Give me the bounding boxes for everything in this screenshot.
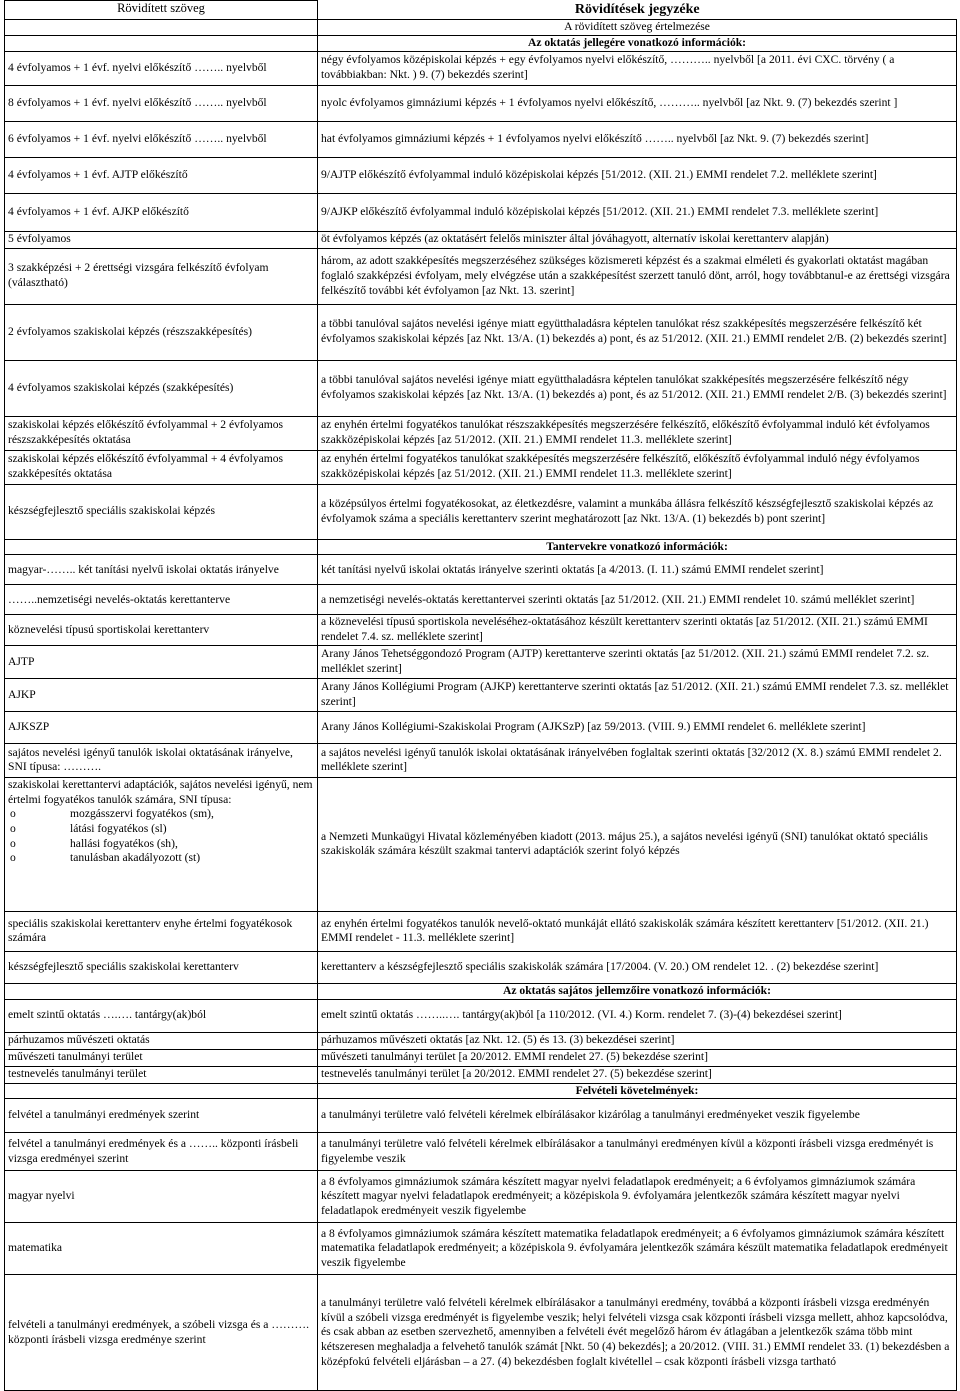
definition-cell: 9/AJKP előkészítő évfolyammal induló középiskolai képzés [51/2012. (XII. 21.) EMMI rendelet 7.3. melléklete szerint] bbox=[318, 193, 957, 231]
table-row bbox=[5, 678, 957, 711]
table-row bbox=[5, 360, 957, 416]
bullet-icon: o bbox=[10, 851, 16, 865]
definition-cell: emelt szintű oktatás ……..…. tantárgy(ak)ból [a 110/2012. (VI. 4.) Korm. rendelet 7. (3)-(4) bekezdései szerint] bbox=[318, 999, 957, 1032]
abbreviation-cell: sajátos nevelési igényű tanulók iskolai oktatásának irányelve, SNI típusa: ………. bbox=[5, 743, 318, 777]
definition-cell: négy évfolyamos középiskolai képzés + egy évfolyamos nyelvi előkészítő, ……….. nyelvből [a 2011. évi CXC. törvény ( a továbbiakban: Nkt. ) 9. (7) bekezdés szerint] bbox=[318, 51, 957, 85]
sni-type-label: látási fogyatékos (sl) bbox=[70, 822, 167, 836]
abbreviation-cell: AJKP bbox=[5, 678, 318, 711]
table-row bbox=[5, 1049, 957, 1066]
abbreviation-cell: művészeti tanulmányi terület bbox=[5, 1049, 318, 1066]
table-row bbox=[5, 51, 957, 85]
definition-cell: a nemzetiségi nevelés-oktatás kerettantervei szerinti oktatás [az 51/2012. (XII. 21.) EMMI rendelet 10. számú melléklet szerint] bbox=[318, 585, 957, 615]
definition-cell: a többi tanulóval sajátos nevelési igénye miatt együtthaladásra képtelen tanulókat szakképesítés megszerzésére felkészítő négy évfolyamos szakiskolai képzés [az Nkt. 13/A. (1) bekezdés a) pont, és az 51/2012. (XII. 21.) EMMI rendelet 2/B. (3) bekezdés szerint] bbox=[318, 360, 957, 416]
table-row bbox=[5, 645, 957, 678]
abbreviation-cell: szakiskolai képzés előkészítő évfolyammal + 4 évfolyamos szakképesítés oktatása bbox=[5, 450, 318, 484]
definition-cell: a köznevelési típusú sportiskola neveléséhez-oktatásához készült kerettanterv szerinti oktatás [az 51/2012. (XII. 21.) számú EMMI rendelet 7.4. sz. melléklete szerint] bbox=[318, 615, 957, 645]
definition-cell: nyolc évfolyamos gimnáziumi képzés + 1 évfolyamos nyelvi előkészítő, ……….. nyelvből [az Nkt. 9. (7) bekezdés szerint ] bbox=[318, 85, 957, 121]
bullet-icon: o bbox=[10, 822, 16, 836]
definition-cell: a tanulmányi területre való felvételi kérelmek elbírálásakor a tanulmányi eredményen kívül a központi írásbeli vizsga eredményét is figyelembe veszik bbox=[318, 1133, 957, 1171]
definition-cell: művészeti tanulmányi terület [a 20/2012. EMMI rendelet 27. (5) bekezdése szerint] bbox=[318, 1049, 957, 1066]
definition-cell: a többi tanulóval sajátos nevelési igénye miatt együtthaladásra képtelen tanulókat rész szakképesítés megszerzésére felkészítő két évfolyamos szakiskolai képzés [az Nkt. 13/A. (1) bekezdés a) pont, és az 51/2012. (XII. 21.) EMMI rendelet 2/B. (2) bekezdés szerint] bbox=[318, 304, 957, 360]
abbreviation-cell: ……..nemzetiségi nevelés-oktatás kerettanterve bbox=[5, 585, 318, 615]
abbreviation-cell: emelt szintű oktatás ….…. tantárgy(ak)ból bbox=[5, 999, 318, 1032]
abbreviation-cell: felvétel a tanulmányi eredmények és a …….. központi írásbeli vizsga eredményei szerint bbox=[5, 1133, 318, 1171]
table-row bbox=[5, 999, 957, 1032]
sni-type-item bbox=[8, 807, 314, 822]
abbreviation-cell: 4 évfolyamos + 1 évf. AJKP előkészítő bbox=[5, 193, 318, 231]
abbreviation-cell: matematika bbox=[5, 1223, 318, 1275]
abbreviation-cell: 8 évfolyamos + 1 évf. nyelvi előkészítő …….. nyelvből bbox=[5, 85, 318, 121]
sni-type-item bbox=[8, 837, 314, 852]
table-row bbox=[5, 1223, 957, 1275]
sni-type-label: mozgásszervi fogyatékos (sm), bbox=[70, 807, 214, 821]
definition-cell: három, az adott szakképesítés megszerzéséhez szükséges közismereti képzést és a szakmai elméleti és gyakorlati oktatást magában foglaló szakképzési évfolyam, mely elvégzése után a szakképesítést szerzett tanuló dönt, arról, hogy továbbtanul-e az érettségi vizsgára felkészítő további két évfolyamon [az Nkt. 13. szerint] bbox=[318, 248, 957, 304]
table-row bbox=[5, 951, 957, 983]
abbreviation-cell: testnevelés tanulmányi terület bbox=[5, 1066, 318, 1083]
table-row bbox=[5, 555, 957, 585]
sni-type-list bbox=[8, 807, 314, 866]
table-row bbox=[5, 743, 957, 777]
abbreviation-cell: párhuzamos művészeti oktatás bbox=[5, 1032, 318, 1049]
table-row bbox=[5, 777, 957, 911]
definition-cell: testnevelés tanulmányi terület [a 20/2012. EMMI rendelet 27. (5) bekezdése szerint] bbox=[318, 1066, 957, 1083]
table-row bbox=[5, 1066, 957, 1083]
abbreviation-cell: 5 évfolyamos bbox=[5, 231, 318, 248]
header-left: Rövidített szöveg bbox=[5, 1, 318, 20]
definition-cell: öt évfolyamos képzés (az oktatásért felelős miniszter által jóváhagyott, alternatív iskolai kerettanterv alapján) bbox=[318, 231, 957, 248]
table-row bbox=[5, 193, 957, 231]
table-row bbox=[5, 615, 957, 645]
table-row bbox=[5, 1099, 957, 1133]
table-row bbox=[5, 1032, 957, 1049]
definition-cell: hat évfolyamos gimnáziumi képzés + 1 évfolyamos nyelvi előkészítő …….. nyelvből [az Nkt. 9. (7) bekezdés szerint] bbox=[318, 121, 957, 157]
definition-cell: az enyhén értelmi fogyatékos tanulókat részszakképesítés megszerzésére felkészítő, előkészítő évfolyammal induló két évfolyamos szakközépiskolai képzés [az 51/2012. (XII. 21.) EMMI rendelet 11.3. melléklete szerint] bbox=[318, 416, 957, 450]
abbreviation-cell: felvételi a tanulmányi eredmények, a szóbeli vizsga és a ………. központi írásbeli vizsga eredménye szerint bbox=[5, 1275, 318, 1391]
definition-cell: a 8 évfolyamos gimnáziumok számára készített magyar nyelvi feladatlapok eredményeit; a 6 évfolyamos gimnáziumok számára készített magyar nyelvi feladatlapok eredményeit; a középiskola 9. évfolyamára jelentkezők számára készített magyar nyelvi feladatlapok eredményeit veszik figyelembe bbox=[318, 1171, 957, 1223]
table-row bbox=[5, 1275, 957, 1391]
bullet-icon: o bbox=[10, 836, 16, 850]
table-row bbox=[5, 711, 957, 743]
section-title-curriculum: Tantervekre vonatkozó információk: bbox=[318, 539, 957, 555]
sni-type-label: hallási fogyatékos (sh), bbox=[70, 836, 178, 850]
sni-type-label: tanulásban akadályozott (st) bbox=[70, 851, 201, 865]
definition-cell: 9/AJTP előkészítő évfolyammal induló középiskolai képzés [51/2012. (XII. 21.) EMMI rendelet 7.2. melléklete szerint] bbox=[318, 157, 957, 193]
table-row bbox=[5, 1171, 957, 1223]
table-row bbox=[5, 585, 957, 615]
abbreviation-cell: 4 évfolyamos szakiskolai képzés (szakképesítés) bbox=[5, 360, 318, 416]
table-row bbox=[5, 157, 957, 193]
abbreviation-cell: AJKSZP bbox=[5, 711, 318, 743]
abbreviation-cell: köznevelési típusú sportiskolai kerettanterv bbox=[5, 615, 318, 645]
header-right: A rövidített szöveg értelmezése bbox=[318, 20, 957, 36]
page-title: Rövidítések jegyzéke bbox=[318, 1, 957, 20]
definition-cell: két tanítási nyelvű iskolai oktatás irányelve szerinti oktatás [a 4/2013. (I. 11.) számú EMMI rendelet szerint] bbox=[318, 555, 957, 585]
table-row bbox=[5, 416, 957, 450]
definition-cell: a sajátos nevelési igényű tanulók iskolai oktatásának irányelvében foglaltak szerinti oktatás [32/2012 (X. 8.) számú EMMI rendelet 2. melléklete szerint] bbox=[318, 743, 957, 777]
table-row bbox=[5, 304, 957, 360]
table-row bbox=[5, 231, 957, 248]
abbreviation-cell: magyar nyelvi bbox=[5, 1171, 318, 1223]
abbreviation-cell: 2 évfolyamos szakiskolai képzés (részszakképesítés) bbox=[5, 304, 318, 360]
definition-cell: párhuzamos művészeti oktatás [az Nkt. 12. (5) és 13. (3) bekezdései szerint] bbox=[318, 1032, 957, 1049]
abbreviation-document bbox=[4, 0, 956, 1391]
abbreviation-cell: AJTP bbox=[5, 645, 318, 678]
sni-type-item bbox=[8, 822, 314, 837]
sni-intro: szakiskolai kerettantervi adaptációk, sajátos nevelési igényű, nem értelmi fogyatékos tanulók számára, SNI típusa: bbox=[8, 777, 313, 806]
abbreviation-cell: 4 évfolyamos + 1 évf. AJTP előkészítő bbox=[5, 157, 318, 193]
abbreviation-cell: speciális szakiskolai kerettanterv enyhe értelmi fogyatékosok számára bbox=[5, 911, 318, 951]
table-row bbox=[5, 1133, 957, 1171]
section-title-features: Az oktatás sajátos jellemzőire vonatkozó információk: bbox=[318, 983, 957, 999]
table-row bbox=[5, 911, 957, 951]
abbreviation-table bbox=[4, 0, 957, 1391]
definition-cell: a középsúlyos értelmi fogyatékosokat, az életkezdésre, valamint a munkába állásra felkészítő készségfejlesztő szakiskolai képzés az évfolyamok száma a speciális kerettanterv szerint meghatározott [az Nkt. 13/A. (1) bekezdés b) pont szerint] bbox=[318, 484, 957, 539]
table-row bbox=[5, 484, 957, 539]
section-title-education: Az oktatás jellegére vonatkozó információk: bbox=[318, 35, 957, 51]
abbreviation-cell: készségfejlesztő speciális szakiskolai képzés bbox=[5, 484, 318, 539]
section-title-admission: Felvételi követelmények: bbox=[318, 1083, 957, 1099]
definition-cell: a 8 évfolyamos gimnáziumok számára készített matematika feladatlapok eredményeit; a 6 évfolyamos gimnáziumok számára készített matematika feladatlapok eredményeit; a középiskola 9. évfolyamára jelentkezők számára készült matematika feladatlapok eredményeit veszik figyelembe bbox=[318, 1223, 957, 1275]
abbreviation-cell: szakiskolai képzés előkészítő évfolyammal + 2 évfolyamos részszakképesítés oktatása bbox=[5, 416, 318, 450]
abbreviation-cell: 4 évfolyamos + 1 évf. nyelvi előkészítő …….. nyelvből bbox=[5, 51, 318, 85]
table-row bbox=[5, 450, 957, 484]
definition-cell: Arany János Tehetséggondozó Program (AJTP) kerettanterve szerinti oktatás [az 51/2012. (XII. 21.) számú EMMI rendelet 7.2. sz. melléklet szerint] bbox=[318, 645, 957, 678]
definition-cell: a Nemzeti Munkaügyi Hivatal közleményében kiadott (2013. május 25.), a sajátos nevelési igényű (SNI) tanulókat oktató speciális szakiskolák számára készült szakmai tantervi adaptációk szerint folyó képzés bbox=[318, 777, 957, 911]
definition-cell: Arany János Kollégiumi Program (AJKP) kerettanterve szerinti oktatás [az 51/2012. (XII. 21.) számú EMMI rendelet 7.3. sz. melléklet szerint] bbox=[318, 678, 957, 711]
abbreviation-cell: felvétel a tanulmányi eredmények szerint bbox=[5, 1099, 318, 1133]
abbreviation-cell: magyar-…….. két tanítási nyelvű iskolai oktatás irányelve bbox=[5, 555, 318, 585]
sni-type-item bbox=[8, 851, 314, 866]
definition-cell: a tanulmányi területre való felvételi kérelmek elbírálásakor a tanulmányi eredmény, továbbá a központi írásbeli vizsga eredményén kívül a szóbeli vizsga eredményét is figyelembe veszik; helyi felvételi vizsga csak központi írásbeli vizsga mellett, ahhoz kapcsolódva, és csak abban az esetben szervezhető, amennyiben a felvételi évét megelőző három év átlagában a jelentkezők száma több mint kétszeresen meghaladja a felvehető tanulók számát [Nkt. 50 (4) bekezdés]; a 20/2012. (VIII. 31.) EMMI rendelet 33. (1) bekezdésben a középfokú felvételi eljárásban – a 27. (4) bekezdésben foglalt kivétellel – csak központi írásbeli vizsga tartható bbox=[318, 1275, 957, 1391]
definition-cell: az enyhén értelmi fogyatékos tanulók nevelő-oktató munkáját ellátó szakiskolák számára készített kerettanterv [51/2012. (XII. 21.) EMMI rendelet - 11.3. melléklete szerint] bbox=[318, 911, 957, 951]
definition-cell: Arany János Kollégiumi-Szakiskolai Program (AJKSzP) [az 59/2013. (VIII. 9.) EMMI rendelet 6. melléklete szerint] bbox=[318, 711, 957, 743]
definition-cell: a tanulmányi területre való felvételi kérelmek elbírálásakor kizárólag a tanulmányi eredményeket veszik figyelembe bbox=[318, 1099, 957, 1133]
abbreviation-cell: készségfejlesztő speciális szakiskolai kerettanterv bbox=[5, 951, 318, 983]
sni-abbreviation-cell bbox=[5, 777, 318, 911]
table-row bbox=[5, 248, 957, 304]
definition-cell: az enyhén értelmi fogyatékos tanulókat szakképesítés megszerzésére felkészítő, előkészítő évfolyammal induló négy évfolyamos szakközépiskolai képzés [az 51/2012. (XII. 21.) EMMI rendelet 11.3. melléklete szerint] bbox=[318, 450, 957, 484]
table-row bbox=[5, 121, 957, 157]
bullet-icon: o bbox=[10, 807, 16, 821]
definition-cell: kerettanterv a készségfejlesztő speciális szakiskolák számára [17/2004. (V. 20.) OM rendelet 12. . (2) bekezdése szerint] bbox=[318, 951, 957, 983]
table-row bbox=[5, 85, 957, 121]
abbreviation-cell: 6 évfolyamos + 1 évf. nyelvi előkészítő …….. nyelvből bbox=[5, 121, 318, 157]
abbreviation-cell: 3 szakképzési + 2 érettségi vizsgára felkészítő évfolyam (választható) bbox=[5, 248, 318, 304]
